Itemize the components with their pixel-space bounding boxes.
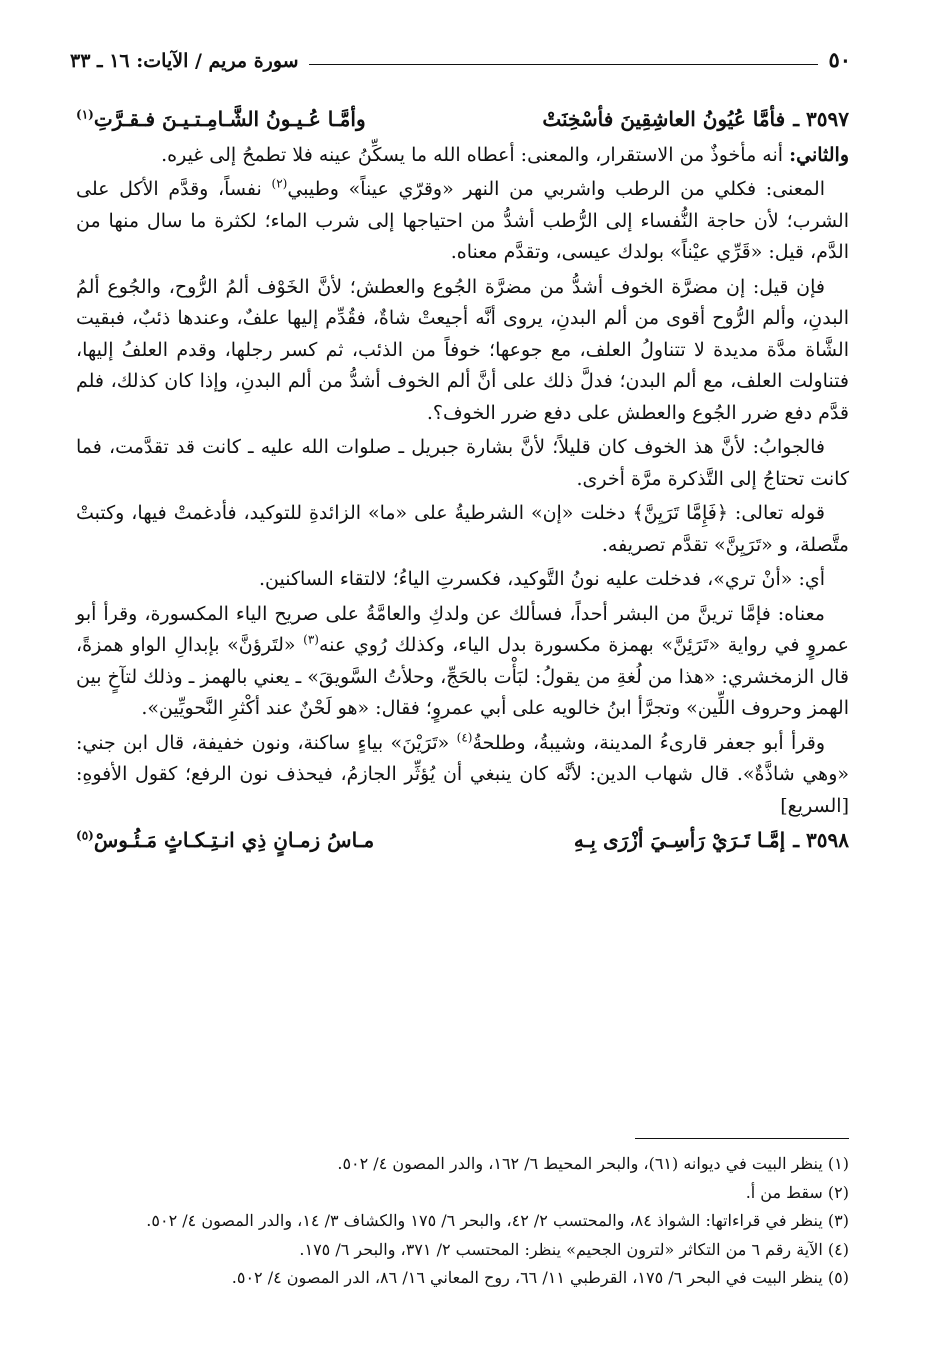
footnote-ref: (٣)	[303, 632, 319, 647]
footnote-ref: (٢)	[271, 176, 288, 191]
footnote-ref: (٥)	[76, 828, 94, 843]
verse-line	[76, 825, 849, 857]
page-number: ٥٠	[828, 47, 851, 72]
footnotes	[76, 1150, 849, 1293]
paragraph-text: معناه: فإمَّا ترينَّ من البشر أحداً، فسألك عن ولدكِ والعامَّةُ على صريح الياء المكسورة، وقرأ أبو عمروٍ في رواية «تَرَئِنَّ» بهمزة مكسورة بدل الياء، وكذلك رُوي عنه	[76, 602, 849, 656]
header-title: سورة مريم / الآيات: ١٦ ـ ٣٣	[70, 50, 299, 72]
paragraph	[76, 728, 849, 823]
paragraph-text: المعنى: فكلي من الرطب واشربي من النهر «وقرّي عيناً» وطيبي	[287, 178, 825, 200]
footnote: (٥) ينظر البيت في البحر ٦/ ١٧٥، القرطبي ١١/ ٦٦، روح المعاني ١٦/ ٨٦، الدر المصون ٤/ ٥٠٢.	[231, 1268, 849, 1287]
paragraph-text: وقرأ أبو جعفر قارىءُ المدينة، وشيبةُ، وطلحةُ	[472, 731, 826, 754]
footnote-separator	[635, 1138, 849, 1139]
footnote: (١) ينظر البيت في ديوانه (٦١)، والبحر المحيط ٦/ ١٦٢، والدر المصون ٤/ ٥٠٢.	[337, 1154, 849, 1173]
paragraph: قوله تعالى: ﴿فَإِمَّا تَرَيِنَّ﴾ دخلت «إن» الشرطيةُ على «ما» الزائدةِ للتوكيد، فأدغمتْ فيها، وكتبتْ متَّصلة، و «تَرَيِنَّ» تقدَّم تصريفه.	[76, 502, 849, 556]
footnote-ref: (٤)	[456, 730, 473, 745]
verse-second-hemistich	[76, 825, 374, 857]
paragraph-text: أنه مأخوذٌ من الاستقرار، والمعنى: أعطاه الله ما يسكِّنُ عينه فلا تطمحُ إلى غيره.	[161, 143, 784, 166]
verse-number: ٣٥٩٨ ـ	[793, 828, 849, 852]
paragraph-text: «لتَرؤنَّ» بإبدالِ الواو همزةً، قال الزمخشري: «هذا من لُغةِ من يقولُ: لبَأْت بالحَجِّ، وحلأتُ السَّويقَ» ـ يعني بالهمز ـ وذلك لتآخٍ بين الهمز وحروف اللِّين» وتجرَّأ ابنُ خالويه على أبي عمروٍ؛ فقال: «هو لَحْنٌ عند أكْثرِ النَّحويِّين».	[76, 634, 849, 719]
verse-number: ٣٥٩٧ ـ	[793, 107, 849, 131]
paragraph	[76, 174, 849, 269]
paragraph	[76, 140, 849, 172]
main-text	[76, 104, 849, 861]
paragraph: فإن قيل: إن مضرَّة الخوف أشدُّ من مضرَّة الجُوع والعطش؛ لأنَّ الخَوْف ألمُ الرُّوح، والجُوع ألمُ البدنِ، وألم الرُّوح أقوى من ألم البدنِ، يروى أنَّه أجيعتْ شاةٌ، فقُدِّم إليها علفٌ، وعندها ذئبٌ، فبقيت الشَّاة مدَّة مديدة لا تتناولُ العلف، مع جوعها؛ خوفاً من الذئب، ثم كسر رجلها، وقدم العلفُ إليها، فتناولت العلف، مع ألم البدن؛ فدلَّ ذلك على أنَّ ألم الخوف أشدُّ من ألم البدنِ، وإذا كان كذلك، فلم قدَّم دفع ضرر الجُوع والعطش على دفع ضرر الخوف؟.	[76, 275, 849, 424]
paragraph-lead: والثاني:	[789, 143, 849, 166]
verse-second-hemistich	[76, 104, 366, 136]
footnote: (٢) سقط من أ.	[745, 1182, 849, 1202]
paragraph: أي: «أنْ تري»، فدخلت عليه نونُ التَّوكيد، فكسرتِ الياءُ؛ لالتقاء الساكنين.	[258, 568, 825, 590]
running-header	[70, 38, 851, 72]
paragraph: فالجوابُ: لأنَّ هذ الخوف كان قليلاً؛ لأنَّ بشارة جبريل ـ صلوات الله عليه ـ كانت قد تقدَّمت، فما كانت تحتاجُ إلى التَّذكرة مرَّة أخرى.	[76, 436, 849, 490]
verse-line	[76, 104, 849, 136]
paragraph	[76, 599, 849, 725]
verse-first-hemistich: إمَّـا تَـرَيْ رَأسِـيَ أزْرَى بِـهِ	[573, 828, 786, 852]
footnote-ref: (١)	[76, 107, 94, 122]
verse-second-hemistich-text: مـاسُ زمـانٍ ذِي انـتِـكـاثٍ مَـئُـوسْ	[93, 828, 375, 852]
verse-first-hemistich: فأمَّا عُيُونُ العاشِقِينَ فأسْخِنَتْ	[542, 107, 786, 131]
footnote: (٤) الآية رقم ٦ من التكاثر «لترون الجحيم» ينظر: المحتسب ٢/ ٣٧١، والبحر ٦/ ١٧٥.	[299, 1239, 849, 1259]
header-rule	[309, 64, 819, 65]
paragraph-text: نفساً، وقدَّم الأكل على الشرب؛ لأن حاجة النُّفساء إلى الرُّطب أشدُّ من احتياجها إلى شرب الماء؛ لكثرة ما سال منها من الدَّم، قيل: «قَرِّي عيْناً» بولدك عيسى، وتقدَّم معناه.	[76, 178, 849, 263]
footnote: (٣) ينظر في قراءاتها: الشواذ ٨٤، والمحتسب ٢/ ٤٢، والبحر ٦/ ١٧٥ والكشاف ٣/ ١٤، والدر المصون ٤/ ٥٠٢.	[146, 1211, 849, 1230]
verse-second-hemistich-text: وأمَّـا عُـيـونُ الشَّـامِـتـيـنَ فـقـرَّتِ	[93, 107, 366, 131]
paragraph-text: «تَرَيْنَ» بياءٍ ساكنة، ونون خفيفة، قال ابن جني: «وهي شاذَّةٌ». قال شهاب الدين: لأنَّه كان ينبغي أن يُؤثِّر الجازمُ، فيحذف نون الرفع؛ كقول الأفوهِ: [السريع]	[76, 731, 849, 817]
